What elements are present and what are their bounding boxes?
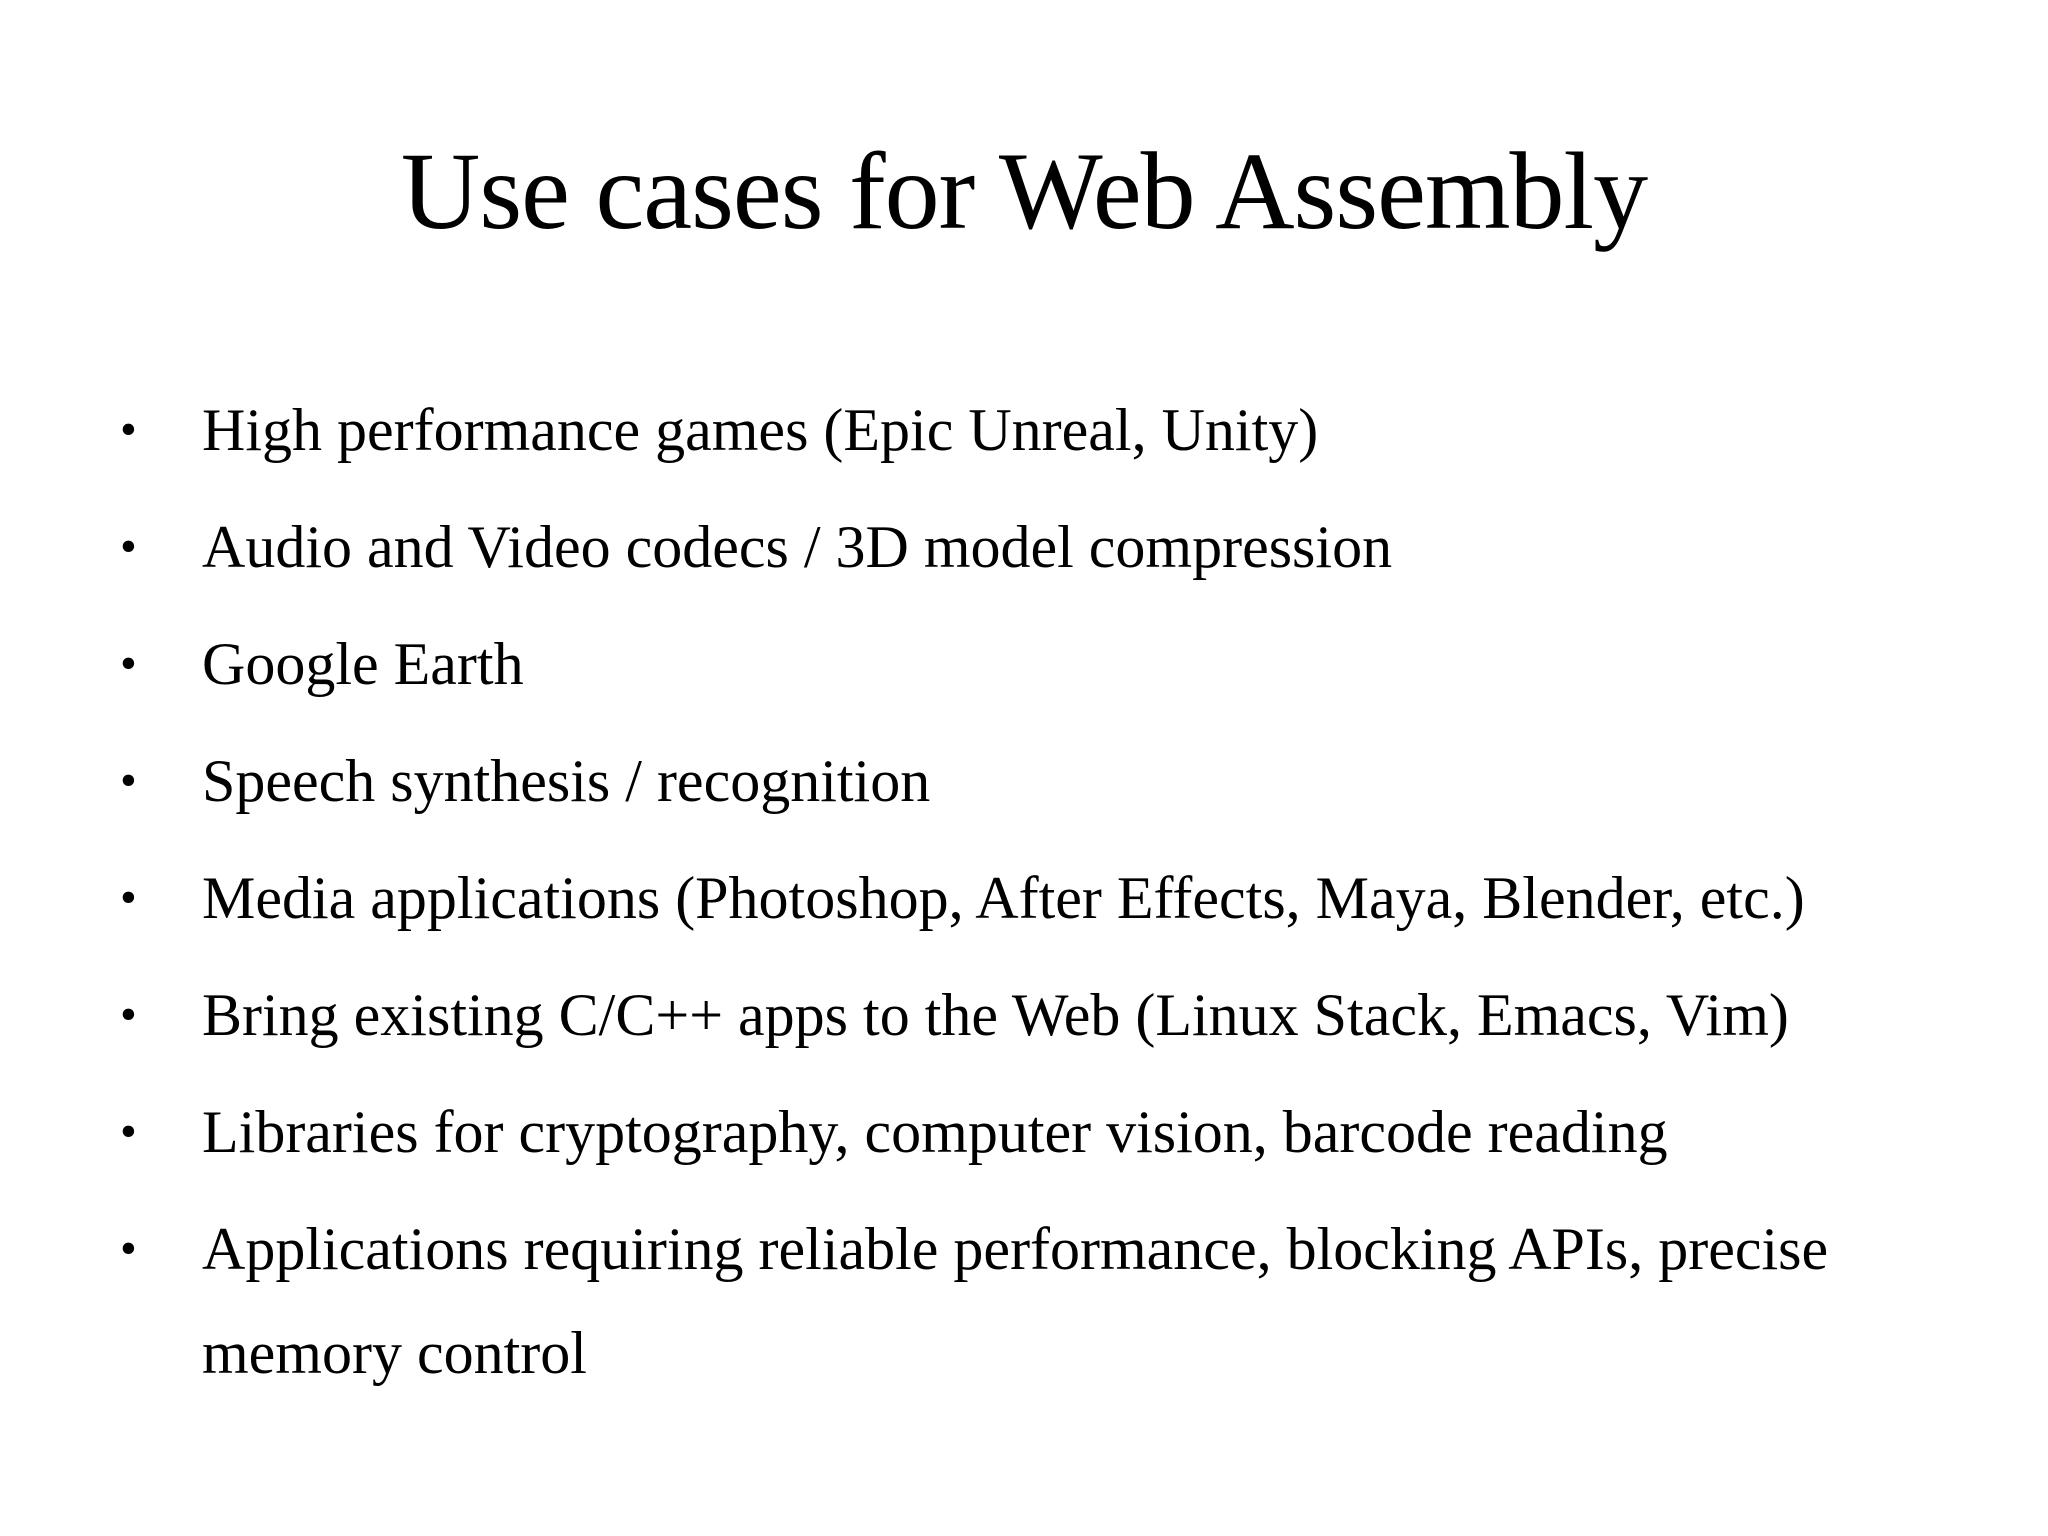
bullet-icon: •: [120, 871, 137, 924]
bullet-icon: •: [120, 520, 137, 573]
bullet-icon: •: [120, 403, 137, 456]
slide-title: Use cases for Web Assembly: [400, 130, 1648, 252]
bullet-item: [120, 1197, 1950, 1405]
bullet-item: [120, 1080, 1950, 1184]
bullet-text: Libraries for cryptography, computer vision, barcode reading: [202, 1099, 1668, 1165]
bullet-text: Speech synthesis / recognition: [202, 748, 931, 814]
bullet-text: High performance games (Epic Unreal, Unity): [202, 397, 1319, 463]
bullet-text: Applications requiring reliable performance, blocking APIs, precise memory control: [202, 1216, 1829, 1386]
bullet-icon: •: [120, 637, 137, 690]
bullet-icon: •: [120, 1105, 137, 1158]
bullet-list: [120, 378, 1950, 1418]
bullet-item: [120, 495, 1950, 599]
bullet-item: [120, 963, 1950, 1067]
bullet-icon: •: [120, 1222, 137, 1275]
bullet-item: [120, 846, 1950, 950]
bullet-item: [120, 378, 1950, 482]
bullet-text: Audio and Video codecs / 3D model compression: [202, 514, 1393, 580]
bullet-text: Bring existing C/C++ apps to the Web (Linux Stack, Emacs, Vim): [202, 982, 1789, 1048]
bullet-item: [120, 729, 1950, 833]
bullet-text: Media applications (Photoshop, After Effects, Maya, Blender, etc.): [202, 865, 1805, 931]
bullet-text: Google Earth: [202, 631, 524, 697]
bullet-icon: •: [120, 988, 137, 1041]
bullet-icon: •: [120, 754, 137, 807]
bullet-item: [120, 612, 1950, 716]
